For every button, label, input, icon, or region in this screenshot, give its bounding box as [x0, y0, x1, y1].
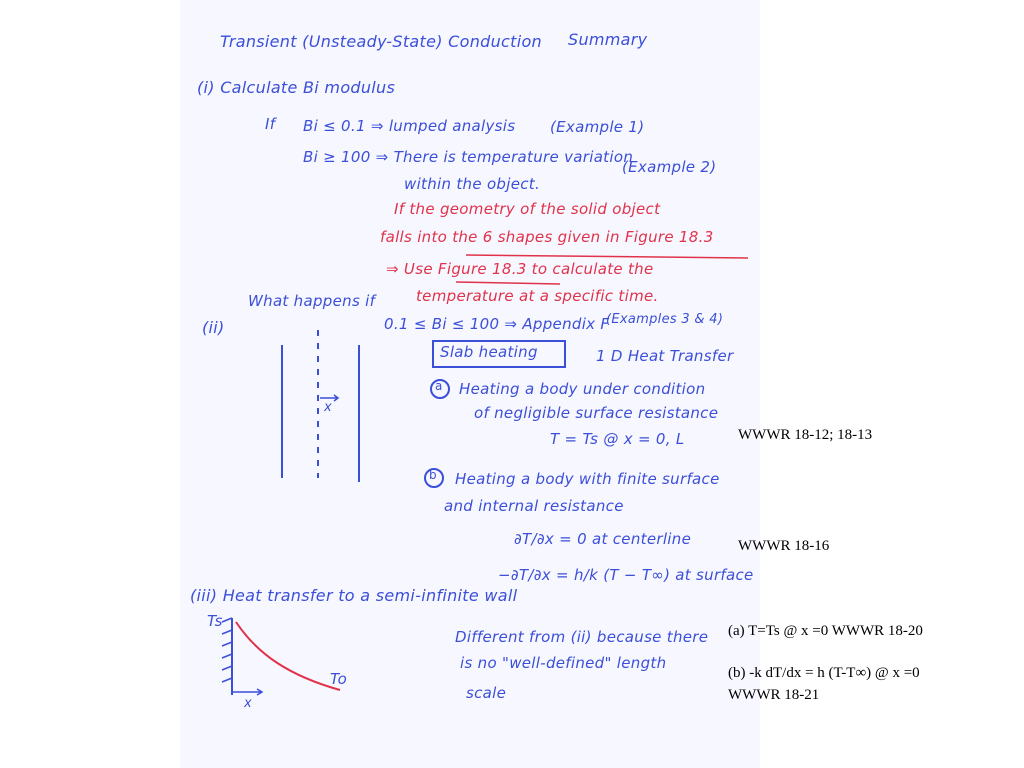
to-label: To: [330, 670, 348, 688]
red-note-line3: ⇒ Use Figure 18.3 to calculate the: [386, 260, 654, 278]
heating-b-line2: and internal resistance: [444, 497, 624, 515]
red-note-line2: falls into the 6 shapes given in Figure 18.3: [380, 228, 714, 246]
different-line3: scale: [466, 684, 507, 702]
within-object: within the object.: [404, 175, 541, 193]
notes-summary: Summary: [568, 30, 648, 49]
step3-heading: (iii) Heat transfer to a semi-infinite wall: [190, 586, 518, 605]
example2-ref: (Example 2): [622, 158, 717, 176]
bi-small-case: Bi ≤ 0.1 ⇒ lumped analysis: [303, 117, 516, 135]
reference-boundary-condition: (b) -k dT/dx = h (T-T∞) @ x =0: [728, 665, 920, 681]
bi-mid-case: 0.1 ≤ Bi ≤ 100 ⇒ Appendix F: [384, 315, 610, 333]
red-note-line1: If the geometry of the solid object: [394, 200, 661, 218]
red-note-line4: temperature at a specific time.: [416, 287, 659, 305]
circle-b-letter: b: [429, 468, 437, 482]
different-line1: Different from (ii) because there: [455, 628, 709, 646]
what-happens: What happens if: [248, 292, 376, 310]
temperature-profile-curve: [236, 622, 340, 690]
different-line2: is no "well-defined" length: [460, 654, 667, 672]
step1-heading: (i) Calculate Bi modulus: [197, 78, 396, 97]
ts-label: Ts: [207, 612, 223, 630]
reference-wwwr-18-12: WWWR 18-12; 18-13: [738, 427, 873, 443]
step2-heading: (ii): [202, 318, 225, 337]
example1-ref: (Example 1): [550, 118, 645, 136]
reference-wwwr-18-16: WWWR 18-16: [738, 538, 830, 554]
equation-centerline: ∂T/∂x = 0 at centerline: [514, 530, 692, 548]
heating-b-line1: Heating a body with finite surface: [455, 470, 720, 488]
examples34-ref: (Examples 3 & 4): [606, 312, 724, 327]
heating-a-line1: Heating a body under condition: [459, 380, 706, 398]
slab-heating: Slab heating: [440, 343, 538, 361]
notes-title: Transient (Unsteady-State) Conduction: [220, 32, 542, 51]
reference-wwwr-18-20: (a) T=Ts @ x =0 WWWR 18-20: [728, 623, 923, 639]
heating-a-line3: T = Ts @ x = 0, L: [550, 430, 685, 448]
if-word: If: [265, 115, 276, 133]
slab-x-label: x: [324, 400, 332, 415]
reference-wwwr-18-21: WWWR 18-21: [728, 687, 820, 703]
equation-surface: −∂T/∂x = h/k (T − T∞) at surface: [498, 566, 754, 584]
heating-a-line2: of negligible surface resistance: [474, 404, 719, 422]
circle-a-letter: a: [435, 379, 443, 393]
bi-large-case: Bi ≥ 100 ⇒ There is temperature variation: [303, 148, 634, 166]
one-d-heat-transfer: 1 D Heat Transfer: [596, 347, 734, 365]
wall-x-label: x: [244, 696, 252, 711]
